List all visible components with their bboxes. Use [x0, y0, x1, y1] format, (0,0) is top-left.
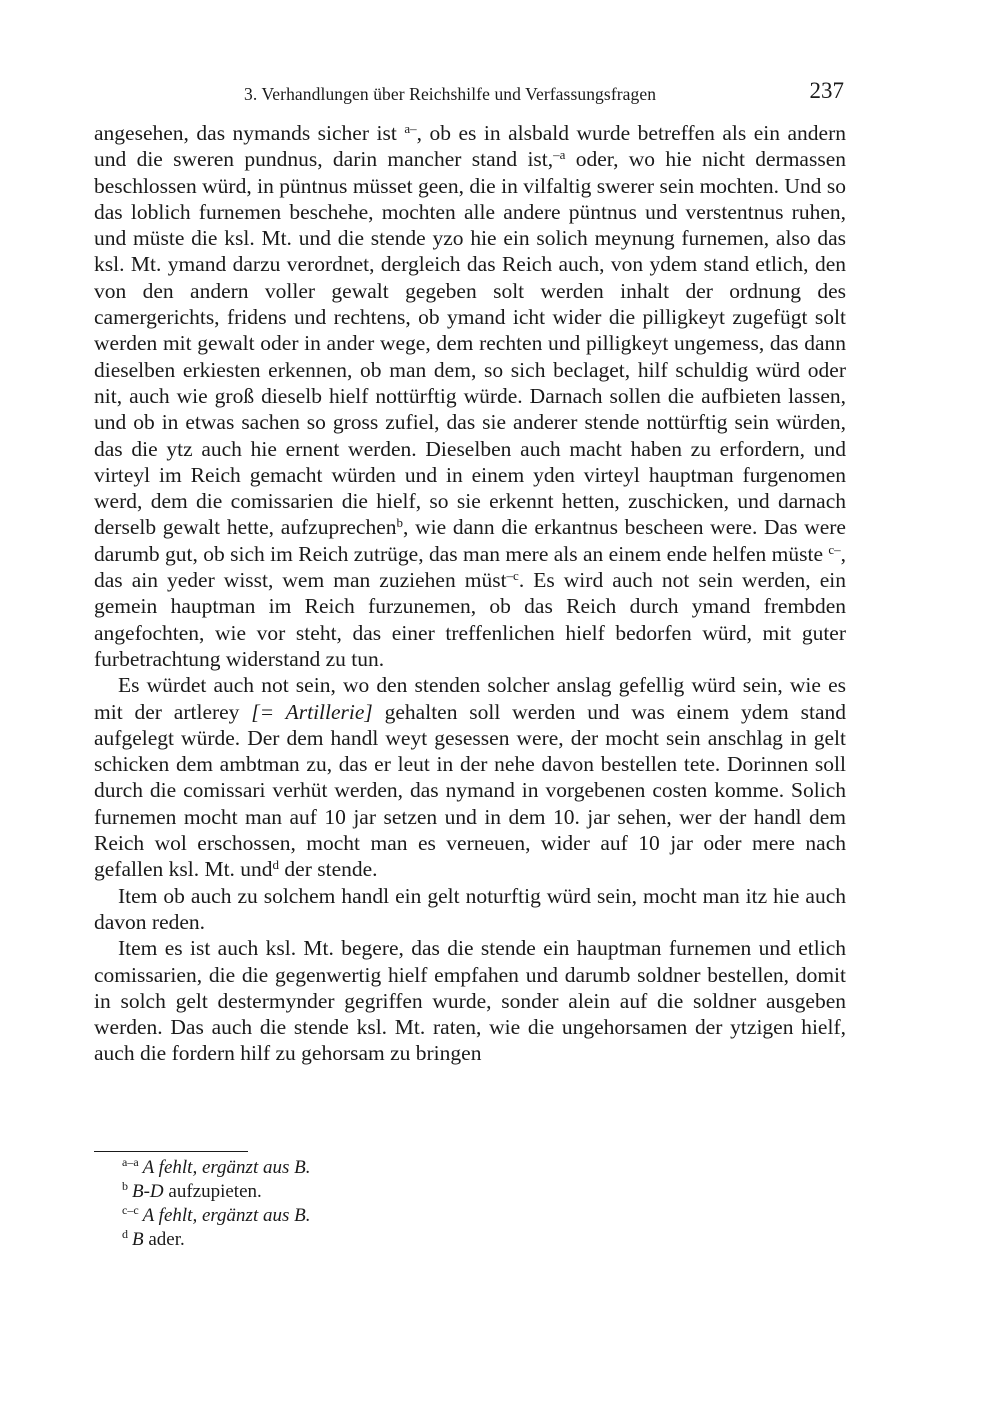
- text-run: angesehen, das nymands sicher ist: [94, 121, 405, 145]
- footnote: [122, 1180, 310, 1204]
- footnote-text: ader.: [143, 1229, 185, 1250]
- footnote: [122, 1156, 310, 1180]
- footnote-marker-a-start: a–: [404, 121, 417, 136]
- page-number: 237: [809, 78, 844, 103]
- text-run: oder, wo hie nicht dermassen beschlossen würd, in püntnus müsset geen, die in vilfaltig swerer sein mochten. Und so das loblich furnemen beschehe, mochten alle andere püntnus und verstentnus ruhen, und müste die ksl. Mt. und die stende yzo hie ein solich meynung furnemen, also das ksl. Mt. ymand darzu verordnet, dergleich das Reich auch, von ydem stand etlich, den von den andern voller gewalt gegeben solt werden inhalt der ordnung des camergerichts, fridens und rechtens, ob ymand icht wider die pilligkeyt zugefügt solt werden mit gewalt oder in ander wege, dem rechten und pilligkeyt ungemess, das dann dieselben erkiesten erkennen, ob man dem, so sich beclaget, hilf schuldig würd oder nit, auch wie groß dieselb hielf nottürftig würde. Darnach sollen die aufbieten lassen, und ob in etwas sachen so gross zufiel, das sie anderer stende nottürftig sein würden, das die ytz auch hie ernent werden. Dieselben auch macht haben zu erfordern, und virteyl im Reich gemacht würden und in einem yden virteyl hauptman furgenomen werd, dem die comissarien die hielf, so sie erkennt hetten, zuschicken, und darnach derselb gewalt hette, aufzuprechen: [94, 147, 847, 540]
- page-header: [94, 78, 846, 112]
- paragraph-1: [94, 120, 846, 672]
- footnote-text: aufzupieten.: [163, 1181, 262, 1202]
- footnote-marker-c-end: –c: [506, 568, 519, 584]
- text-run: Es würdet auch not sein, wo den stenden solcher anslag gefellig würd sein, wie es mit der artlerey: [94, 673, 846, 724]
- text-run: der stende.: [279, 857, 378, 882]
- footnote-italic-text: A fehlt, ergänzt aus B.: [142, 1157, 311, 1178]
- document-page: [94, 78, 846, 1067]
- footnote-italic-text: B-D: [132, 1181, 164, 1202]
- footnote-label: c–c: [122, 1203, 139, 1217]
- paragraph-3: [94, 883, 846, 936]
- footnote-divider: [94, 1151, 248, 1152]
- footnote-italic-text: B: [132, 1229, 144, 1250]
- footnote-marker-d: d: [272, 857, 280, 873]
- footnote-marker-b: b: [396, 515, 403, 531]
- footnote: [122, 1228, 310, 1252]
- footnote-label: a–a: [122, 1155, 139, 1169]
- footnote-italic-text: A fehlt, ergänzt aus B.: [142, 1205, 311, 1226]
- footnotes: [122, 1156, 310, 1252]
- editorial-note: [= Artillerie]: [251, 699, 373, 724]
- text-run: , ob es in alsbald wurde betreffen als ein andern und die sweren pundnus, darin mancher stand ist,: [94, 121, 846, 172]
- running-head: 3. Verhandlungen über Reichshilfe und Verfassungsfragen: [244, 84, 657, 104]
- text-run: , wie dann die erkantnus bescheen were. Das were darumb gut, ob sich im Reich zutrüge, das man mere als an einem ende helfen müste: [94, 515, 846, 566]
- text-run: , das ain yeder wisst, wem man zuziehen müst: [94, 541, 847, 593]
- text-run: . Es wird auch not sein werden, ein gemein hauptman im Reich furzunemen, ob das Reich durch ymand frembden angefochten, wie vor steht, das einer treffenlichen hielf bedorfen würd, mit guter furbetrachtung widerstand zu tun.: [94, 568, 846, 671]
- footnote-label: b: [122, 1179, 128, 1193]
- text-run: Item es ist auch ksl. Mt. begere, das die stende ein hauptman furnemen und etlich comissarien, die die gegenwertig hielf empfahen und darumb soldner bestellen, domit in solch gelt destermynder gegriffen wurde, sonder alein auf die soldner ausgeben werden. Das auch die stende ksl. Mt. raten, wie die ungehorsamen der ytzigen hielf, auch die fordern hilf zu gehorsam zu bringen: [94, 936, 846, 1066]
- text-run: gehalten soll werden und was einem ydem stand aufgelegt würde. Der dem handl weyt gesessen were, der mocht sein anschlag in gelt schicken dem ambtman zu, das er leut in der nehe davon bestellen tete. Dorinnen soll durch die comissari verhüt werden, das nymand in vorgebenen costen komme. Solich furnemen mocht man auf 10 jar setzen und in dem 10. jar sehen, wer der handl dem Reich wol erschossen, mocht man es verneuen, wider auf 10 jar oder mere nach gefallen ksl. Mt. und: [94, 699, 846, 882]
- footnote: [122, 1204, 310, 1228]
- paragraph-4: [94, 935, 846, 1066]
- footnote-marker-a-end: –a: [553, 147, 566, 163]
- text-run: Item ob auch zu solchem handl ein gelt noturftig würd sein, mocht man itz hie auch davon reden.: [94, 883, 846, 934]
- footnote-marker-c-start: c–: [828, 541, 841, 557]
- main-text: [94, 120, 846, 1067]
- paragraph-2: [94, 672, 846, 882]
- footnote-label: d: [122, 1227, 128, 1241]
